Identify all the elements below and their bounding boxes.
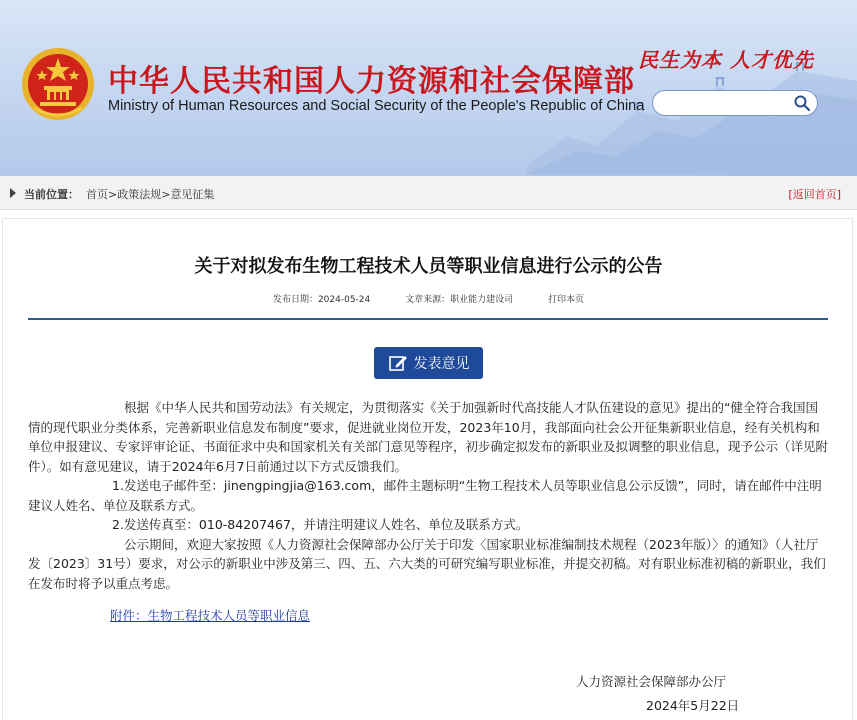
site-title-cn: 中华人民共和国人力资源和社会保障部 — [108, 64, 635, 99]
breadcrumb-separator: > — [161, 188, 171, 201]
breadcrumb-home[interactable]: 首页 — [86, 188, 108, 201]
paragraph-fax: 2.发送传真至：010-84207467，并请注明建议人姓名、单位及联系方式。 — [112, 517, 529, 532]
header-banner — [0, 0, 857, 176]
return-home-link[interactable]: [返回首页] — [788, 188, 841, 201]
edit-icon — [388, 353, 408, 373]
post-feedback-label: 发表意见 — [413, 356, 470, 372]
location-arrow-icon — [10, 188, 16, 198]
article-source: 文章来源：职业能力建设司 — [405, 295, 514, 305]
search-icon[interactable] — [793, 94, 811, 112]
paragraph-standards: 公示期间，欢迎大家按照《人力资源社会保障部办公厅关于印发〈国家职业标准编制技术规程（2023年版）〉的通知》（人社厅发〔2023〕31号）要求，对公示的新职业中涉及第三、四、五、六大类的可研究编写职业标准，并提交初稿。对有职业标准初稿的新职业，我们在发布时将予以重点考虑。 — [28, 536, 826, 591]
paragraph-email: 1.发送电子邮件至：jinengpingjia@163.com，邮件主题标明“生物工程技术人员等职业信息公示反馈”，同时，请在邮件中注明建议人姓名、单位及联系方式。 — [28, 478, 822, 513]
national-emblem-icon — [20, 46, 96, 122]
signature-org: 人力资源社会保障部办公厅 — [576, 674, 727, 689]
location-bar — [0, 176, 857, 210]
location-label: 当前位置： — [24, 188, 79, 201]
article-meta — [0, 292, 857, 305]
signature-date: 2024年5月22日 — [646, 698, 740, 713]
post-feedback-button[interactable] — [374, 347, 483, 379]
breadcrumb — [86, 186, 214, 202]
site-slogan: 民生为本 人才优先 — [638, 48, 814, 72]
print-page-link[interactable]: 打印本页 — [548, 295, 585, 305]
publish-date: 发布日期：2024-05-24 — [272, 295, 371, 305]
paragraph-intro: 根据《中华人民共和国劳动法》有关规定，为贯彻落实《关于加强新时代高技能人才队伍建设的意见》提出的“健全符合我国国情的现代职业分类体系，完善新职业信息发布制度”要求，促进就业岗位开发，2023年10月，我部面向社会公开征集新职业信息，经有关机构和单位申报建议、专家评审论证、书面征求中央和国家机关有关部门意见等程序，初步确定拟发布的新职业及拟调整的职业信息，现予公示（详见附件）。如有意见建议，请于2024年6月7日前通过以下方式反馈我们。 — [28, 400, 829, 474]
search-input[interactable] — [663, 94, 787, 114]
breadcrumb-separator: > — [108, 188, 118, 201]
article-body — [28, 398, 830, 593]
search-box[interactable] — [652, 90, 818, 116]
article-title: 关于对拟发布生物工程技术人员等职业信息进行公示的公告 — [194, 256, 663, 277]
breadcrumb-consultation[interactable]: 意见征集 — [170, 188, 215, 201]
site-title-en: Ministry of Human Resources and Social Security of the People's Republic of China — [108, 98, 645, 114]
breadcrumb-policy[interactable]: 政策法规 — [117, 188, 162, 201]
title-divider — [28, 318, 828, 320]
attachment-link[interactable]: 附件：生物工程技术人员等职业信息 — [110, 608, 311, 623]
